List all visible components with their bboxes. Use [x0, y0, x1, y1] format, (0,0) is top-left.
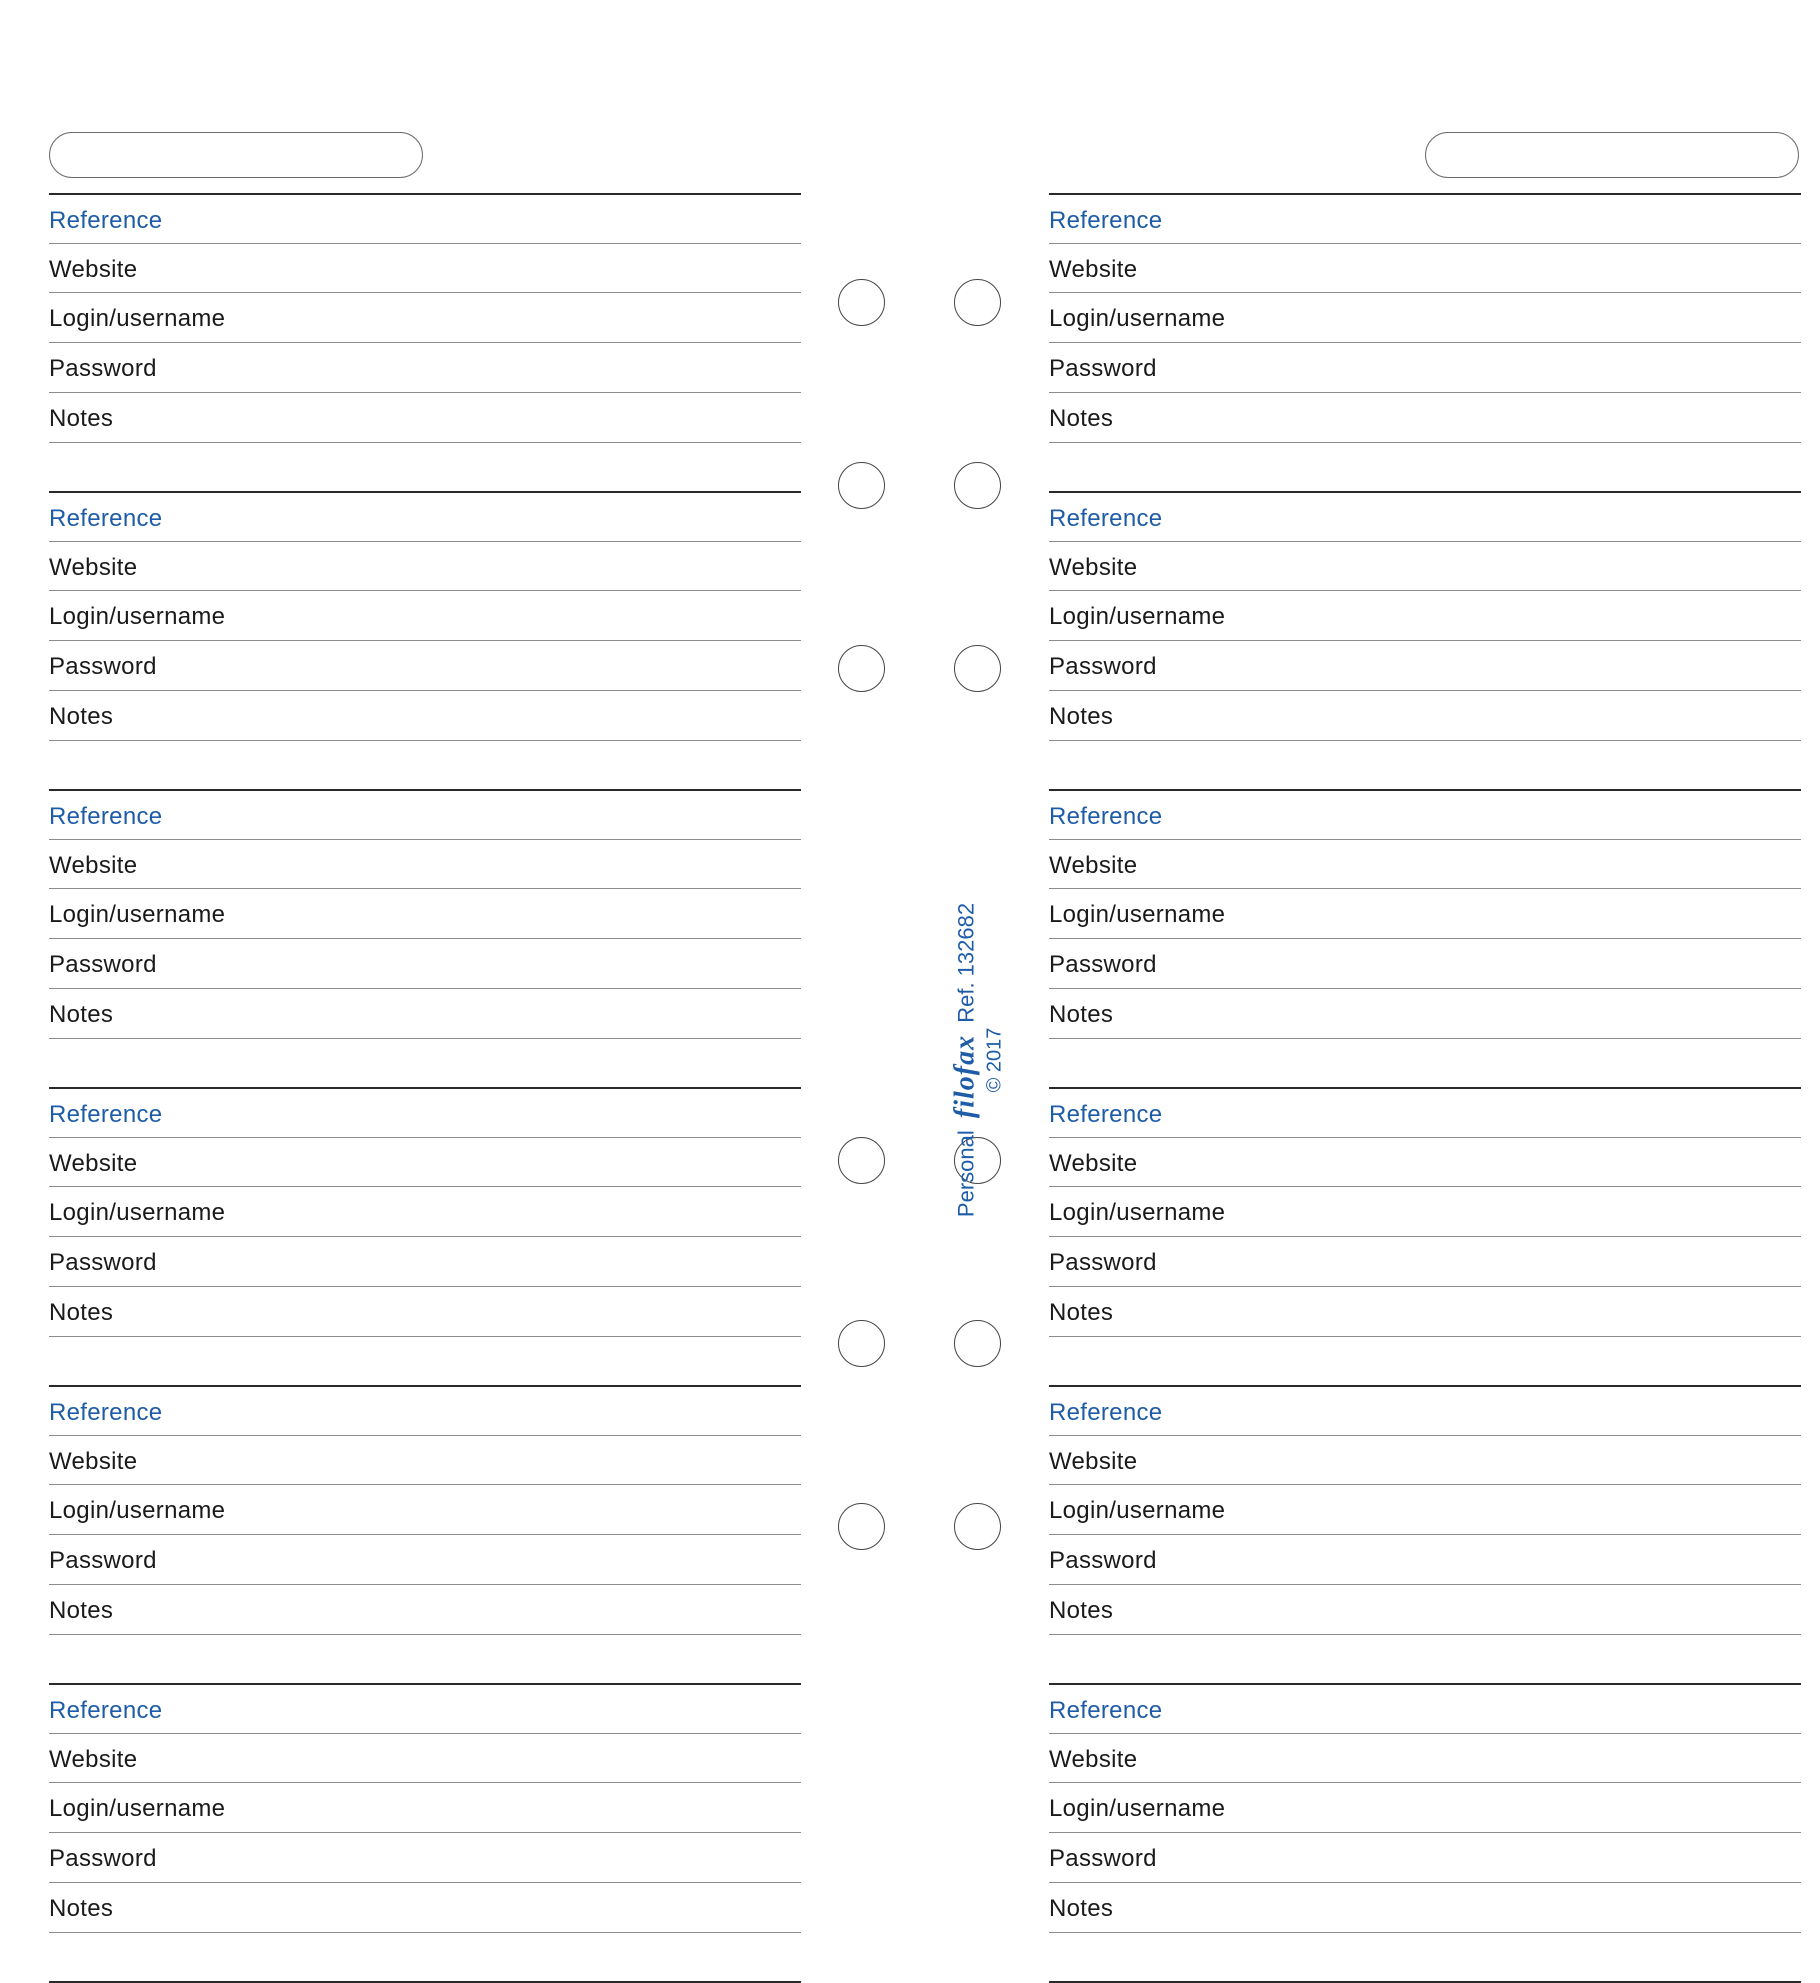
binder-hole: [954, 1503, 1001, 1550]
password-label: Password: [49, 1845, 157, 1873]
entry-block: [49, 789, 801, 1087]
binder-hole: [954, 1320, 1001, 1367]
binder-hole: [838, 1320, 885, 1367]
login-row[interactable]: [1049, 1782, 1801, 1832]
website-row[interactable]: [49, 541, 801, 591]
website-row[interactable]: [1049, 1733, 1801, 1783]
password-label: Password: [1049, 1249, 1157, 1277]
notes-row[interactable]: [1049, 1882, 1801, 1932]
reference-row[interactable]: [49, 789, 801, 839]
reference-row[interactable]: [49, 1385, 801, 1435]
reference-row[interactable]: [49, 193, 801, 243]
entry-block: [1049, 789, 1801, 1087]
reference-row[interactable]: [1049, 1385, 1801, 1435]
password-row[interactable]: [49, 1832, 801, 1882]
binder-hole: [954, 645, 1001, 692]
website-row[interactable]: [1049, 1137, 1801, 1187]
entry-block: [49, 491, 801, 789]
notes-label: Notes: [49, 404, 114, 432]
notes-label: Notes: [49, 1000, 114, 1028]
reference-label: Reference: [1049, 207, 1163, 234]
notes-label: Notes: [49, 702, 114, 730]
reference-label: Reference: [1049, 1399, 1163, 1426]
notes-label: Notes: [49, 1298, 114, 1326]
password-row[interactable]: [1049, 342, 1801, 392]
website-row[interactable]: [49, 839, 801, 889]
header-tab-box-right: [1425, 132, 1799, 178]
reference-row[interactable]: [1049, 1683, 1801, 1733]
reference-row[interactable]: [1049, 789, 1801, 839]
notes-writing-line[interactable]: [1049, 740, 1801, 790]
binder-hole: [838, 462, 885, 509]
notes-writing-line[interactable]: [1049, 1634, 1801, 1684]
notes-row[interactable]: [49, 1286, 801, 1336]
reference-label: Reference: [49, 207, 163, 234]
binder-hole: [838, 1503, 885, 1550]
website-row[interactable]: [49, 1435, 801, 1485]
reference-row[interactable]: [1049, 491, 1801, 541]
notes-label: Notes: [1049, 1596, 1114, 1624]
reference-row[interactable]: [1049, 193, 1801, 243]
website-label: Website: [49, 1149, 138, 1177]
website-label: Website: [1049, 255, 1138, 283]
login-row[interactable]: [49, 590, 801, 640]
notes-label: Notes: [1049, 1894, 1114, 1922]
notes-row[interactable]: [49, 392, 801, 442]
binder-hole: [838, 279, 885, 326]
notes-row[interactable]: [49, 1882, 801, 1932]
entry-block: [1049, 193, 1801, 491]
notes-row[interactable]: [1049, 1286, 1801, 1336]
login-row[interactable]: [49, 1782, 801, 1832]
login-row[interactable]: [49, 1186, 801, 1236]
website-row[interactable]: [49, 243, 801, 293]
imprint: [950, 903, 1007, 1217]
notes-writing-line[interactable]: [49, 1634, 801, 1684]
notes-writing-line[interactable]: [1049, 1038, 1801, 1088]
website-label: Website: [1049, 1447, 1138, 1475]
reference-row[interactable]: [49, 491, 801, 541]
entry-block: [49, 1683, 801, 1981]
login-row[interactable]: [1049, 590, 1801, 640]
notes-writing-line[interactable]: [1049, 1932, 1801, 1982]
login-row[interactable]: [49, 292, 801, 342]
password-label: Password: [1049, 355, 1157, 383]
imprint-edition: Personal: [953, 1130, 979, 1218]
notes-row[interactable]: [49, 1584, 801, 1634]
website-label: Website: [1049, 1745, 1138, 1773]
notes-label: Notes: [49, 1894, 114, 1922]
password-label: Password: [1049, 653, 1157, 681]
notes-label: Notes: [1049, 1000, 1114, 1028]
password-label: Password: [49, 1249, 157, 1277]
password-label: Password: [49, 355, 157, 383]
notes-writing-line[interactable]: [49, 1038, 801, 1088]
login-row[interactable]: [1049, 292, 1801, 342]
binder-hole: [838, 1137, 885, 1184]
login-row[interactable]: [49, 888, 801, 938]
reference-label: Reference: [1049, 505, 1163, 532]
reference-label: Reference: [1049, 803, 1163, 830]
login-username-label: Login/username: [49, 1795, 226, 1823]
login-row[interactable]: [49, 1484, 801, 1534]
website-label: Website: [49, 553, 138, 581]
binder-hole: [954, 279, 1001, 326]
reference-label: Reference: [49, 505, 163, 532]
reference-label: Reference: [1049, 1101, 1163, 1128]
imprint-ref: Ref. 132682: [953, 902, 979, 1023]
password-label: Password: [49, 653, 157, 681]
website-row[interactable]: [1049, 1435, 1801, 1485]
login-row[interactable]: [1049, 1186, 1801, 1236]
website-label: Website: [49, 851, 138, 879]
password-label: Password: [49, 1547, 157, 1575]
website-label: Website: [49, 1447, 138, 1475]
login-username-label: Login/username: [1049, 1497, 1226, 1525]
password-row[interactable]: [1049, 938, 1801, 988]
notes-writing-line[interactable]: [49, 442, 801, 492]
notes-label: Notes: [1049, 404, 1114, 432]
reference-label: Reference: [49, 1697, 163, 1724]
binder-hole: [838, 645, 885, 692]
imprint-copyright: © 2017: [983, 1027, 1006, 1093]
imprint-brand-logo: filofax: [949, 1034, 981, 1119]
website-row[interactable]: [49, 1137, 801, 1187]
notes-writing-line[interactable]: [1049, 442, 1801, 492]
entry-block: [1049, 1087, 1801, 1385]
login-username-label: Login/username: [49, 305, 226, 333]
left-page-form: [49, 193, 801, 1981]
login-username-label: Login/username: [1049, 603, 1226, 631]
login-username-label: Login/username: [1049, 1199, 1226, 1227]
notes-writing-line[interactable]: [1049, 1336, 1801, 1386]
password-row[interactable]: [49, 1236, 801, 1286]
login-username-label: Login/username: [1049, 1795, 1226, 1823]
notes-row[interactable]: [1049, 988, 1801, 1038]
notes-label: Notes: [1049, 702, 1114, 730]
notes-row[interactable]: [49, 690, 801, 740]
entry-block: [1049, 491, 1801, 789]
reference-label: Reference: [1049, 1697, 1163, 1724]
password-label: Password: [49, 951, 157, 979]
entry-block: [49, 1087, 801, 1385]
login-username-label: Login/username: [1049, 901, 1226, 929]
website-row[interactable]: [1049, 839, 1801, 889]
notes-writing-line[interactable]: [49, 1336, 801, 1386]
entry-block: [1049, 1683, 1801, 1981]
website-label: Website: [1049, 1149, 1138, 1177]
reference-row[interactable]: [49, 1683, 801, 1733]
login-username-label: Login/username: [49, 901, 226, 929]
login-username-label: Login/username: [49, 1199, 226, 1227]
reference-label: Reference: [49, 803, 163, 830]
website-label: Website: [49, 255, 138, 283]
reference-label: Reference: [49, 1101, 163, 1128]
password-label: Password: [1049, 951, 1157, 979]
login-row[interactable]: [1049, 888, 1801, 938]
password-row[interactable]: [1049, 640, 1801, 690]
login-row[interactable]: [1049, 1484, 1801, 1534]
password-label: Password: [1049, 1845, 1157, 1873]
notes-label: Notes: [49, 1596, 114, 1624]
password-row[interactable]: [49, 640, 801, 690]
reference-label: Reference: [49, 1399, 163, 1426]
notes-row[interactable]: [1049, 392, 1801, 442]
website-label: Website: [1049, 553, 1138, 581]
password-row[interactable]: [49, 938, 801, 988]
reference-row[interactable]: [49, 1087, 801, 1137]
header-tab-box-left: [49, 132, 423, 178]
password-row[interactable]: [1049, 1534, 1801, 1584]
entry-block: [49, 1385, 801, 1683]
password-row[interactable]: [1049, 1236, 1801, 1286]
reference-row[interactable]: [1049, 1087, 1801, 1137]
password-label: Password: [1049, 1547, 1157, 1575]
entry-block: [49, 193, 801, 491]
website-label: Website: [1049, 851, 1138, 879]
website-row[interactable]: [49, 1733, 801, 1783]
notes-label: Notes: [1049, 1298, 1114, 1326]
password-row[interactable]: [49, 1534, 801, 1584]
login-username-label: Login/username: [1049, 305, 1226, 333]
website-row[interactable]: [1049, 541, 1801, 591]
notes-row[interactable]: [1049, 690, 1801, 740]
notes-row[interactable]: [49, 988, 801, 1038]
notes-writing-line[interactable]: [49, 1932, 801, 1982]
notes-writing-line[interactable]: [49, 740, 801, 790]
entry-block: [1049, 1385, 1801, 1683]
binder-hole: [954, 462, 1001, 509]
password-row[interactable]: [1049, 1832, 1801, 1882]
password-row[interactable]: [49, 342, 801, 392]
notes-row[interactable]: [1049, 1584, 1801, 1634]
login-username-label: Login/username: [49, 1497, 226, 1525]
login-username-label: Login/username: [49, 603, 226, 631]
website-label: Website: [49, 1745, 138, 1773]
right-page-form: [1049, 193, 1801, 1981]
website-row[interactable]: [1049, 243, 1801, 293]
